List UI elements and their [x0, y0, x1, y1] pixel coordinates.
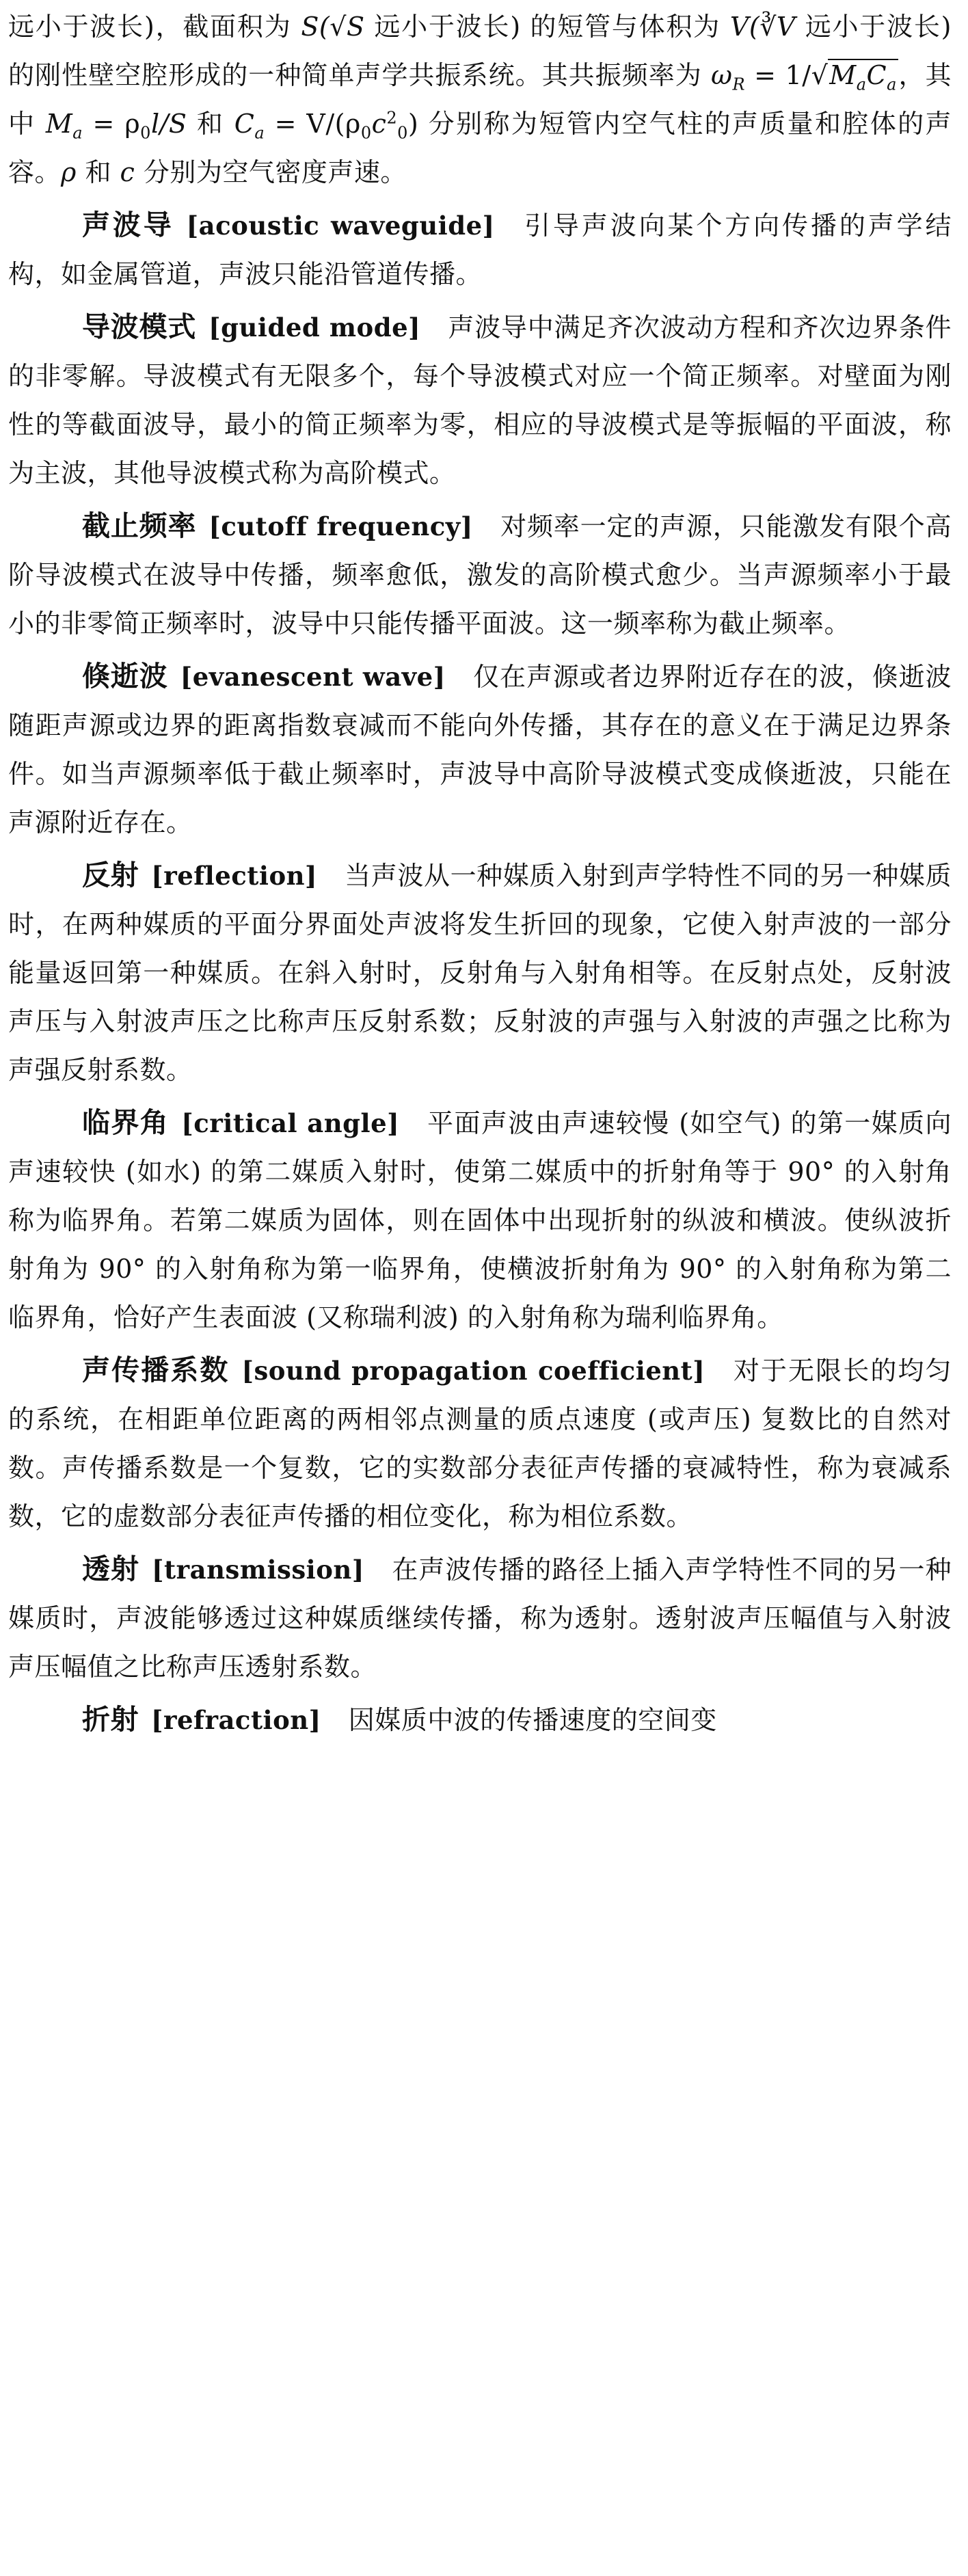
term-chinese: 临界角	[82, 1106, 170, 1139]
entry-transmission	[8, 1545, 952, 1691]
entry-definition: 仅在声源或者边界附近存在的波，倏逝波随距声源或边界的距离指数衰减而不能向外传播，其存在的意义在于满足边界条件。如当声源频率低于截止频率时，声波导中高阶导波模式变成倏逝波，只能在声源附近存在。	[8, 662, 952, 837]
term-english: [refraction]	[151, 1705, 321, 1735]
intro-text: ，其中	[8, 60, 952, 139]
math-expression: S(√S	[301, 12, 365, 42]
intro-text: 远小于波长) 的短管与体积为	[364, 12, 730, 42]
entry-acoustic-waveguide	[8, 201, 952, 299]
document-page	[8, 3, 952, 1745]
term-english: [acoustic waveguide]	[186, 211, 495, 241]
intro-text: 分别为空气密度声速。	[135, 157, 407, 187]
math-expression: V(∛V	[729, 12, 796, 42]
term-chinese: 导波模式	[82, 310, 197, 343]
entry-definition: 对于无限长的均匀的系统，在相距单位距离的两相邻点测量的质点速度 (或声压) 复数比的自然对数。声传播系数是一个复数，它的实数部分表征声传播的衰减特性，称为衰减系数，它的虚数部分表征声传播的相位变化，称为相位系数。	[8, 1356, 952, 1531]
entry-cutoff-frequency	[8, 502, 952, 648]
term-english: [guided mode]	[209, 312, 421, 343]
term-english: [sound propagation coefficient]	[241, 1356, 705, 1386]
term-english: [transmission]	[152, 1555, 364, 1585]
entry-definition: 对频率一定的声源，只能激发有限个高阶导波模式在波导中传播，频率愈低，激发的高阶模式愈少。当声源频率小于最小的非零简正频率时，波导中只能传播平面波。这一频率称为截止频率。	[8, 511, 952, 639]
math-symbol: ρ	[61, 157, 77, 187]
acoustic-compliance-formula: $C_a = V/(\rho_0c^2_0)$	[234, 108, 419, 143]
acoustic-mass-formula: $M_a = \rho_0l/S$	[45, 109, 187, 143]
term-english: [evanescent wave]	[180, 662, 446, 692]
entry-definition: 因媒质中波的传播速度的空间变	[348, 1705, 717, 1735]
math-symbol: c	[120, 157, 135, 187]
term-english: [cutoff frequency]	[209, 511, 473, 541]
intro-paragraph	[8, 3, 952, 197]
intro-text: 远小于波长) 的刚性壁空腔形成的一种简单声学共振系统。其共振频率为	[8, 12, 952, 90]
term-chinese: 截止频率	[82, 509, 197, 542]
intro-text: 远小于波长)，截面积为	[8, 12, 301, 42]
term-chinese: 声传播系数	[82, 1354, 230, 1386]
entry-reflection	[8, 851, 952, 1095]
entry-definition: 引导声波向某个方向传播的声学结构，如金属管道，声波只能沿管道传播。	[8, 211, 952, 289]
term-chinese: 倏逝波	[82, 660, 168, 693]
term-english: [critical angle]	[181, 1108, 400, 1138]
intro-text: 和	[76, 157, 120, 187]
intro-text: 和	[187, 109, 234, 139]
term-chinese: 声波导	[82, 209, 174, 241]
entry-critical-angle	[8, 1099, 952, 1342]
entry-definition: 声波导中满足齐次波动方程和齐次边界条件的非零解。导波模式有无限多个，每个导波模式对应一个简正频率。对壁面为刚性的等截面波导，最小的简正频率为零，相应的导波模式是等振幅的平面波，称为主波，其他导波模式称为高阶模式。	[8, 312, 952, 488]
entry-definition: 当声波从一种媒质入射到声学特性不同的另一种媒质时，在两种媒质的平面分界面处声波将发生折回的现象，它使入射声波的一部分能量返回第一种媒质。在斜入射时，反射角与入射角相等。在反射点处，反射波声压与入射波声压之比称声压反射系数；反射波的声强与入射波的声强之比称为声强反射系数。	[8, 861, 952, 1085]
entry-refraction	[8, 1695, 952, 1745]
entry-definition: 在声波传播的路径上插入声学特性不同的另一种媒质时，声波能够透过这种媒质继续传播，称为透射。透射波声压幅值与入射波声压幅值之比称声压透射系数。	[8, 1555, 952, 1682]
term-chinese: 透射	[82, 1553, 140, 1585]
entry-sound-propagation-coefficient	[8, 1346, 952, 1541]
intro-text: 分别称为短管内空气柱的声质量和腔体的声容。	[8, 109, 952, 187]
entry-guided-mode	[8, 303, 952, 498]
entry-evanescent-wave	[8, 652, 952, 847]
resonance-frequency-formula: $\omega_R = 1/√M_aC_a$	[710, 60, 897, 94]
term-chinese: 反射	[82, 859, 139, 891]
entry-definition: 平面声波由声速较慢 (如空气) 的第一媒质向声速较快 (如水) 的第二媒质入射时，使第二媒质中的折射角等于 90° 的入射角称为临界角。若第二媒质为固体，则在固体中出现折射的纵波和横波。使纵波折射角为 90° 的入射角称为第一临界角，使横波折射角为 90° 的入射角称为第二临界角，恰好产生表面波 (又称瑞利波) 的入射角称为瑞利临界角。	[8, 1108, 952, 1332]
term-chinese: 折射	[82, 1703, 139, 1736]
term-english: [reflection]	[151, 861, 318, 891]
